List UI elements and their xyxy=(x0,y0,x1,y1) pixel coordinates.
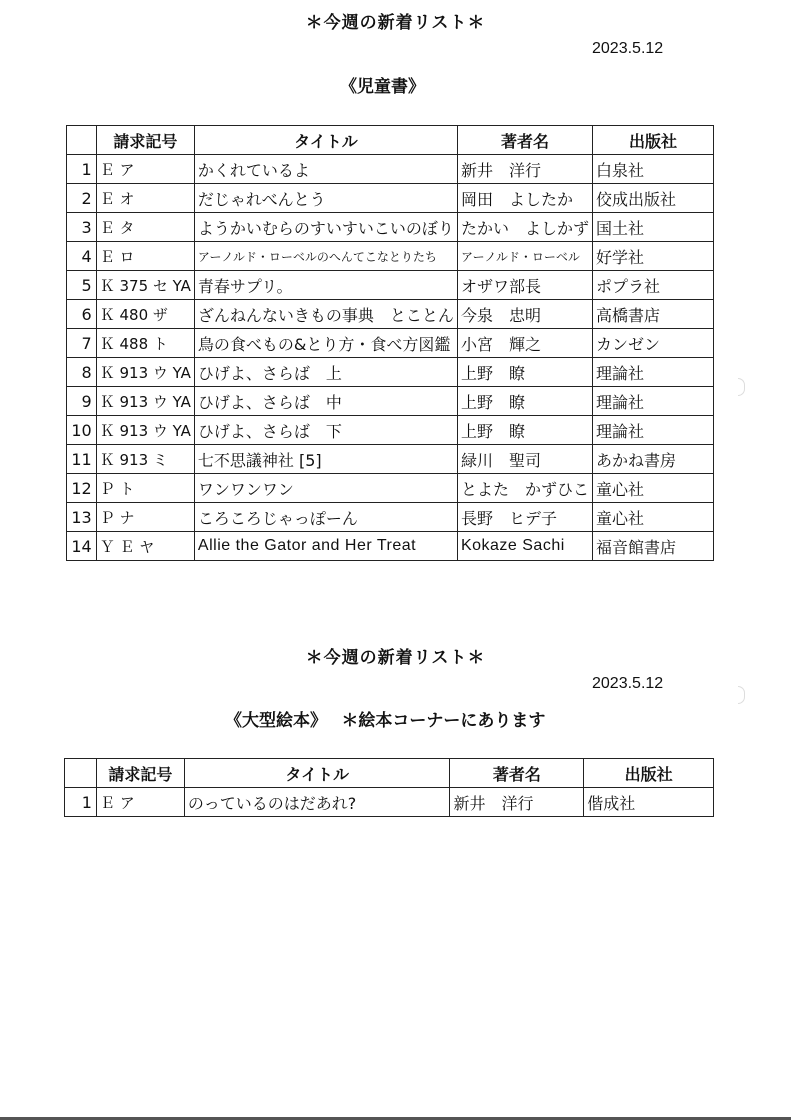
book-title: ひげよ、さらば 下 xyxy=(194,416,457,445)
book-title: のっているのはだあれ? xyxy=(184,788,450,817)
author-name: 上野 瞭 xyxy=(457,358,592,387)
page-mark xyxy=(738,686,745,704)
author-name: 小宮 輝之 xyxy=(457,329,592,358)
author-name: 長野 ヒデ子 xyxy=(457,503,592,532)
table-row xyxy=(67,242,714,271)
author-name: オザワ部長 xyxy=(457,271,592,300)
book-title: 七不思議神社 [5] xyxy=(194,445,457,474)
publisher-name: 偕成社 xyxy=(584,788,714,817)
table-row xyxy=(67,300,714,329)
book-title: Allie the Gator and Her Treat xyxy=(194,532,457,561)
header-author: 著者名 xyxy=(450,759,584,788)
publisher-name: 国土社 xyxy=(592,213,713,242)
list1-title: ＊今週の新着リスト＊ xyxy=(305,13,486,33)
book-title: ころころじゃっぽーん xyxy=(194,503,457,532)
publisher-name: 理論社 xyxy=(592,358,713,387)
row-number: 12 xyxy=(67,474,97,503)
publisher-name: ポプラ社 xyxy=(592,271,713,300)
page-mark xyxy=(738,378,745,396)
header-call-number: 請求記号 xyxy=(96,759,184,788)
table-header-row xyxy=(65,759,714,788)
row-number: 8 xyxy=(67,358,97,387)
list1-table xyxy=(66,125,714,561)
header-author: 著者名 xyxy=(457,126,592,155)
book-title: だじゃれべんとう xyxy=(194,184,457,213)
book-title: 鳥の食べもの&とり方・食べ方図鑑 xyxy=(194,329,457,358)
list2-title: ＊今週の新着リスト＊ xyxy=(305,648,486,668)
table-header-row xyxy=(67,126,714,155)
publisher-name: 童心社 xyxy=(592,474,713,503)
table-row xyxy=(65,788,714,817)
call-number: Ｙ Ｅ ヤ xyxy=(96,532,194,561)
call-number: Ｋ 913 ミ xyxy=(96,445,194,474)
header-publisher: 出版社 xyxy=(584,759,714,788)
row-number: 1 xyxy=(67,155,97,184)
author-name: 新井 洋行 xyxy=(450,788,584,817)
row-number: 1 xyxy=(65,788,97,817)
table-row xyxy=(67,329,714,358)
call-number: Ｋ 913 ウ YA xyxy=(96,387,194,416)
table-row xyxy=(67,358,714,387)
book-title: アーノルド・ローベルのへんてこなとりたち xyxy=(194,242,457,271)
call-number: Ｅ ロ xyxy=(96,242,194,271)
publisher-name: カンゼン xyxy=(592,329,713,358)
publisher-name: あかね書房 xyxy=(592,445,713,474)
author-name: Kokaze Sachi xyxy=(457,532,592,561)
row-number: 2 xyxy=(67,184,97,213)
author-name: 緑川 聖司 xyxy=(457,445,592,474)
header-publisher: 出版社 xyxy=(592,126,713,155)
header-call-number: 請求記号 xyxy=(96,126,194,155)
list2-table xyxy=(64,758,714,817)
book-title: ざんねんないきもの事典 とことん xyxy=(194,300,457,329)
author-name: 新井 洋行 xyxy=(457,155,592,184)
list2-section-heading: 《大型絵本》 ＊絵本コーナーにあります xyxy=(225,711,546,731)
publisher-name: 佼成出版社 xyxy=(592,184,713,213)
author-name: アーノルド・ローベル xyxy=(457,242,592,271)
table-row xyxy=(67,416,714,445)
header-title: タイトル xyxy=(184,759,450,788)
book-title: かくれているよ xyxy=(194,155,457,184)
row-number: 7 xyxy=(67,329,97,358)
publisher-name: 白泉社 xyxy=(592,155,713,184)
header-title: タイトル xyxy=(194,126,457,155)
row-number: 3 xyxy=(67,213,97,242)
book-title: ようかいむらのすいすいこいのぼり xyxy=(194,213,457,242)
table-row xyxy=(67,474,714,503)
row-number: 4 xyxy=(67,242,97,271)
publisher-name: 童心社 xyxy=(592,503,713,532)
table-row xyxy=(67,503,714,532)
author-name: 今泉 忠明 xyxy=(457,300,592,329)
author-name: 上野 瞭 xyxy=(457,387,592,416)
call-number: Ｋ 913 ウ YA xyxy=(96,358,194,387)
table-row xyxy=(67,271,714,300)
call-number: Ｋ 480 ザ xyxy=(96,300,194,329)
author-name: たかい よしかず xyxy=(457,213,592,242)
table-row xyxy=(67,155,714,184)
call-number: Ｋ 913 ウ YA xyxy=(96,416,194,445)
book-title: ひげよ、さらば 中 xyxy=(194,387,457,416)
author-name: 上野 瞭 xyxy=(457,416,592,445)
publisher-name: 高橋書店 xyxy=(592,300,713,329)
row-number: 14 xyxy=(67,532,97,561)
table-row xyxy=(67,445,714,474)
table-row xyxy=(67,184,714,213)
publisher-name: 福音館書店 xyxy=(592,532,713,561)
row-number: 10 xyxy=(67,416,97,445)
list2-date: 2023.5.12 xyxy=(592,675,664,692)
call-number: Ｅ ア xyxy=(96,788,184,817)
row-number: 13 xyxy=(67,503,97,532)
publisher-name: 理論社 xyxy=(592,387,713,416)
row-number: 6 xyxy=(67,300,97,329)
list1-date: 2023.5.12 xyxy=(592,40,664,57)
book-title: 青春サプリ。 xyxy=(194,271,457,300)
call-number: Ｐ ト xyxy=(96,474,194,503)
call-number: Ｅ オ xyxy=(96,184,194,213)
call-number: Ｋ 488 ト xyxy=(96,329,194,358)
table-row xyxy=(67,532,714,561)
row-number: 9 xyxy=(67,387,97,416)
header-no xyxy=(67,126,97,155)
author-name: 岡田 よしたか xyxy=(457,184,592,213)
book-title: ワンワンワン xyxy=(194,474,457,503)
publisher-name: 好学社 xyxy=(592,242,713,271)
call-number: Ｋ 375 セ YA xyxy=(96,271,194,300)
call-number: Ｅ タ xyxy=(96,213,194,242)
call-number: Ｅ ア xyxy=(96,155,194,184)
author-name: とよた かずひこ xyxy=(457,474,592,503)
call-number: Ｐ ナ xyxy=(96,503,194,532)
list1-section-heading: 《児童書》 xyxy=(340,77,425,97)
publisher-name: 理論社 xyxy=(592,416,713,445)
row-number: 5 xyxy=(67,271,97,300)
table-row xyxy=(67,213,714,242)
row-number: 11 xyxy=(67,445,97,474)
header-no xyxy=(65,759,97,788)
book-title: ひげよ、さらば 上 xyxy=(194,358,457,387)
table-row xyxy=(67,387,714,416)
